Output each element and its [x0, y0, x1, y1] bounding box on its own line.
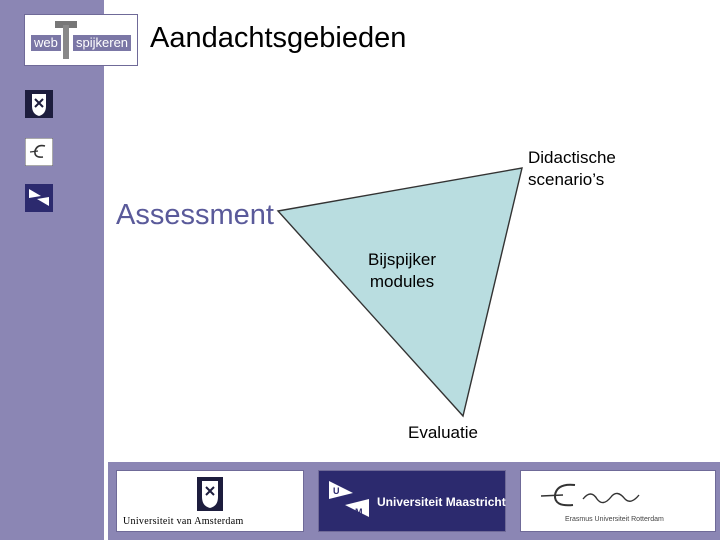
um-logo-icon [327, 479, 371, 525]
uva-logo-card [116, 470, 304, 532]
uva-shield-icon [197, 477, 223, 511]
bijspijker-line-1: Bijspijker [368, 250, 437, 269]
didactische-line-2: scenario’s [528, 170, 605, 189]
um-name: Universiteit Maastricht [377, 495, 506, 509]
logo-word-left: web [31, 35, 61, 51]
page-title: Aandachtsgebieden [150, 22, 407, 54]
label-evaluatie: Evaluatie [408, 423, 478, 442]
svg-text:U: U [333, 486, 340, 496]
erasmus-signature-logo [535, 479, 705, 515]
uva-name: Universiteit van Amsterdam [123, 516, 244, 527]
footer-logo-bar [108, 462, 720, 540]
label-assessment: Assessment [116, 199, 274, 231]
um-logo-card [318, 470, 506, 532]
label-didactische-scenarios [528, 147, 616, 191]
svg-text:M: M [355, 507, 363, 517]
didactische-line-1: Didactische [528, 148, 616, 167]
logo-word-right: spijkeren [73, 35, 131, 51]
eur-name: Erasmus Universiteit Rotterdam [565, 516, 664, 523]
eur-logo-card [520, 470, 716, 532]
bijspijker-line-2: modules [369, 272, 435, 291]
label-bijspijker-modules [368, 249, 436, 293]
